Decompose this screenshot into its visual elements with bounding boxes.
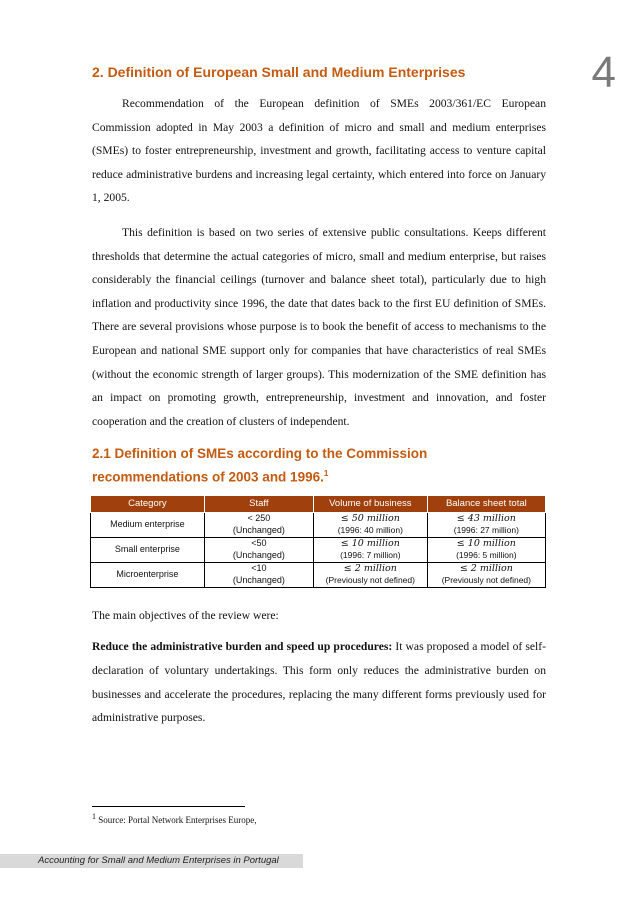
table-row xyxy=(91,512,546,537)
volume-value: ≤ 10 million xyxy=(340,538,400,550)
footnote-text: Source: Portal Network Enterprises Europe, xyxy=(96,815,257,825)
sme-definition-table xyxy=(90,495,546,588)
balance-note: (Previously not defined) xyxy=(441,574,531,585)
staff-value: <50 xyxy=(251,538,267,549)
cell-balance xyxy=(427,537,545,562)
page-number: 4 xyxy=(591,48,616,97)
cell-category: Microenterprise xyxy=(91,562,205,587)
section-title: 2. Definition of European Small and Medium Enterprises xyxy=(92,64,466,80)
volume-note: (1996: 40 million) xyxy=(337,524,403,535)
page-content xyxy=(92,64,546,730)
staff-note: (Unchanged) xyxy=(232,524,285,535)
balance-note: (1996: 5 million) xyxy=(456,549,517,560)
balance-value: ≤ 10 million xyxy=(456,538,516,550)
paragraph-recommendation: Recommendation of the European definition of SMEs 2003/361/EC European Commission adopted in May 2003 a definition of micro and small and medium enterprises (SMEs) to foster entrepreneurship, investment and growth, facilitating access to venture capital reduce administrative burdens and increasing legal certainty, which entered into force on January 1, 2005. xyxy=(92,97,546,205)
staff-value: < 250 xyxy=(247,513,271,524)
balance-note: (1996: 27 million) xyxy=(453,524,519,535)
header-staff: Staff xyxy=(204,495,313,512)
header-category: Category xyxy=(91,495,205,512)
volume-value: ≤ 2 million xyxy=(343,563,397,575)
table-row xyxy=(91,537,546,562)
footnote xyxy=(92,812,256,825)
cell-balance xyxy=(427,512,545,537)
objective-text: It was proposed a model of self-declaration of voluntary undertakings. This form only reduces the administrative burden on businesses and accelerate the procedures, replacing the many different forms previously used for administrative purposes. xyxy=(92,640,546,725)
cell-volume xyxy=(313,537,427,562)
objective-heading: Reduce the administrative burden and speed up procedures: xyxy=(92,640,393,654)
table-header-row xyxy=(91,495,546,512)
staff-note: (Unchanged) xyxy=(232,549,285,560)
volume-note: (1996: 7 million) xyxy=(340,549,401,560)
cell-volume xyxy=(313,562,427,587)
footnote-divider xyxy=(92,806,245,807)
header-volume: Volume of business xyxy=(313,495,427,512)
footnote-reference[interactable]: 1 xyxy=(323,469,329,479)
footer-title: Accounting for Small and Medium Enterprises in Portugal xyxy=(38,855,279,866)
cell-volume xyxy=(313,512,427,537)
subsection-title xyxy=(92,444,546,488)
cell-staff xyxy=(204,562,313,587)
cell-category: Small enterprise xyxy=(91,537,205,562)
paragraph-consultations: This definition is based on two series of extensive public consultations. Keeps different thresholds that determine the actual categories of micro, small and medium enterprise, but raises considerably the financial ceilings (turnover and balance sheet total), particularly due to high inflation and productivity since 1996, the date that dates back to the first EU definition of SMEs. There are several provisions whose purpose is to book the benefit of access to mechanisms to the European and national SME support only for companies that have characteristics of real SMEs (without the economic strength of larger groups). This modernization of the SME definition has an impact on promoting growth, entrepreneurship, investment and innovation, and foster cooperation and the creation of clusters of independent. xyxy=(92,225,546,428)
volume-value: ≤ 50 million xyxy=(340,513,400,525)
cell-balance xyxy=(427,562,545,587)
cell-staff xyxy=(204,537,313,562)
table-row xyxy=(91,562,546,587)
objectives-intro: The main objectives of the review were: xyxy=(92,608,279,622)
header-balance: Balance sheet total xyxy=(427,495,545,512)
subsection-title-text: 2.1 Definition of SMEs according to the Commission recommendations of 2003 and 1996. xyxy=(92,446,428,485)
volume-note: (Previously not defined) xyxy=(325,574,415,585)
cell-category: Medium enterprise xyxy=(91,512,205,537)
balance-value: ≤ 2 million xyxy=(459,563,513,575)
objective-item xyxy=(92,635,546,729)
balance-value: ≤ 43 million xyxy=(456,513,516,525)
cell-staff xyxy=(204,512,313,537)
staff-note: (Unchanged) xyxy=(232,574,285,585)
footnote-number: 1 xyxy=(92,812,96,821)
staff-value: <10 xyxy=(251,563,267,574)
